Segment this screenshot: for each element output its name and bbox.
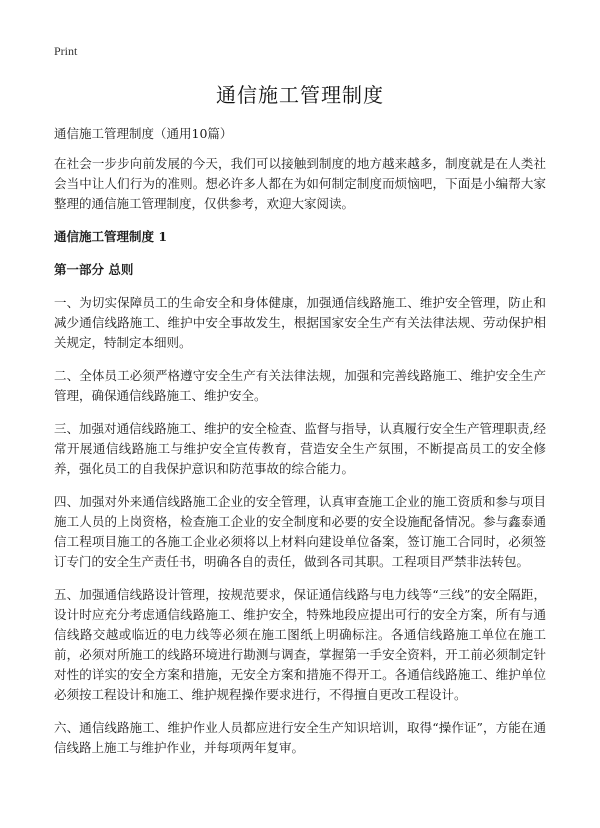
page-title: 通信施工管理制度	[216, 83, 384, 107]
article-paragraph-6: 六、通信线路施工、维护作业人员都应进行安全生产知识培训，取得“操作证”，方能在通信线路上施工与维护作业，并每项两年复审。	[54, 720, 546, 755]
print-link[interactable]: Print	[54, 44, 78, 58]
article-paragraph-1: 一、为切实保障员工的生命安全和身体健康，加强通信线路施工、维护安全管理，防止和减少通信线路施工、维护中安全事故发生，根据国家安全生产有关法律法规、劳动保护相关规定，特制定本细则。	[54, 295, 546, 350]
section-title: 通信施工管理制度 1	[54, 229, 168, 244]
document-subtitle: 通信施工管理制度（通用10篇）	[54, 126, 233, 141]
intro-paragraph: 在社会一步步向前发展的今天，我们可以接触到制度的地方越来越多，制度就是在人类社会当中让人们行为的准则。想必许多人都在为如何制定制度而烦恼吧，下面是小编帮大家整理的通信施工管理制度，仅供参考，欢迎大家阅读。	[54, 156, 546, 211]
article-paragraph-5: 五、加强通信线路设计管理，按规范要求，保证通信线路与电力线等“三线”的安全隔距，设计时应充分考虑通信线路施工、维护安全，特殊地段应提出可行的安全方案，所有与通信线路交越或临近的电力线等必须在施工图纸上明确标注。各通信线路施工单位在施工前，必须对所施工的线路环境进行勘测与调查，掌握第一手安全资料，开工前必须制定针对性的详实的安全方案和措施，无安全方案和措施不得开工。各通信线路施工、维护单位必须按工程设计和施工、维护规程操作要求进行，不得擅自更改工程设计。	[54, 587, 546, 702]
article-paragraph-4: 四、加强对外来通信线路施工企业的安全管理，认真审查施工企业的施工资质和参与项目施工人员的上岗资格，检查施工企业的安全制度和必要的安全设施配备情况。参与鑫泰通信工程项目施工的各施工企业必须将以上材料向建设单位备案，签订施工合同时，必须签订专门的安全生产责任书，明确各自的责任，做到各司其职。工程项目严禁非法转包。	[54, 494, 546, 569]
part-title: 第一部分 总则	[54, 262, 134, 277]
article-paragraph-3: 三、加强对通信线路施工、维护的安全检查、监督与指导，认真履行安全生产管理职责,经常开展通信线路施工与维护安全宣传教育，营造安全生产氛围，不断提高员工的安全修养，强化员工的自我保护意识和防范事故的综合能力。	[54, 421, 546, 476]
article-paragraph-2: 二、全体员工必须严格遵守安全生产有关法律法规，加强和完善线路施工、维护安全生产管理，确保通信线路施工、维护安全。	[54, 368, 546, 403]
